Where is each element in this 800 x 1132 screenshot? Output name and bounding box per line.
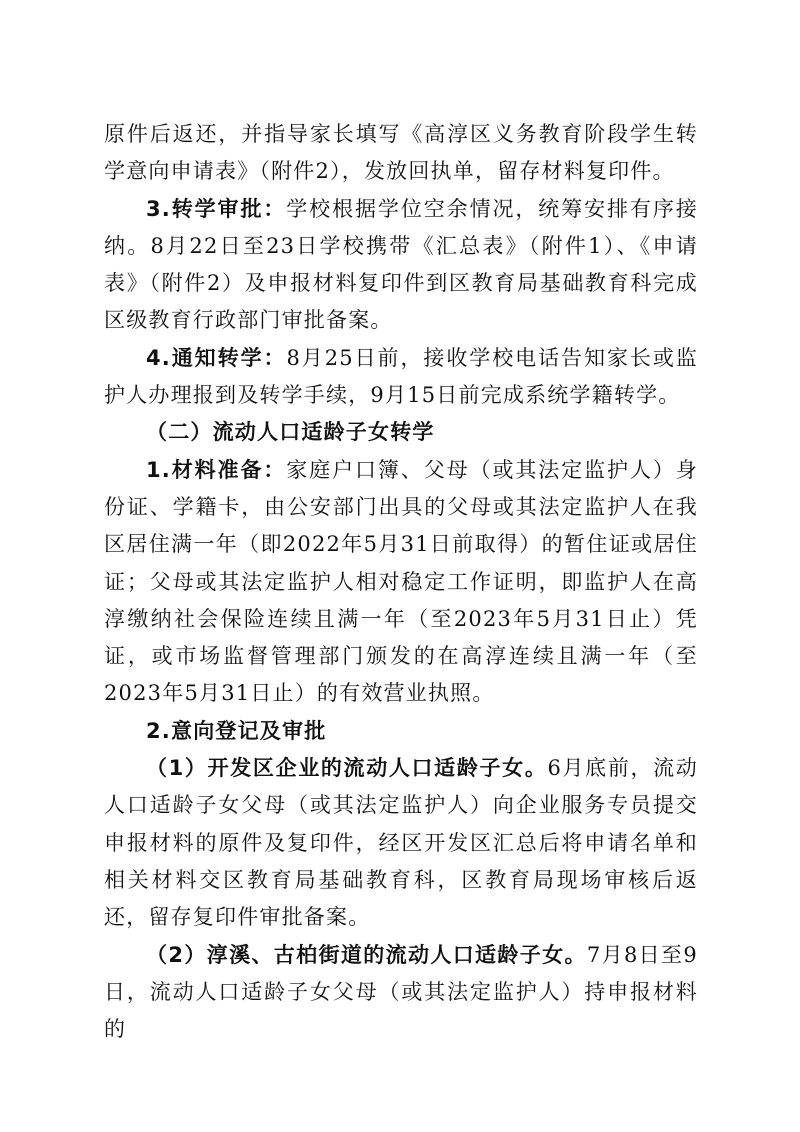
subheading-registration-approval (104, 713, 698, 750)
paragraph-lead: （2）淳溪、古柏街道的流动人口适龄子女。 (146, 942, 587, 967)
document-body (104, 116, 698, 1048)
heading-text: （二）流动人口适龄子女转学 (146, 420, 435, 445)
paragraph-materials-preparation (104, 452, 698, 713)
paragraph-chunxi-gubai (104, 937, 698, 1049)
paragraph-text: 学校根据学位空余情况，统筹安排有序接纳。8月22日至23日学校携带《汇总表》（附件1）、《申请表》（附件2）及申报材料复印件到区教育局基础教育科完成区级教育行政部门审批备案。 (104, 196, 698, 333)
paragraph-transfer-notice (104, 340, 698, 415)
heading-text: 2.意向登记及审批 (146, 718, 327, 743)
paragraph-continuation (104, 116, 698, 191)
paragraph-development-zone (104, 750, 698, 936)
paragraph-text: 8月25日前，接收学校电话告知家长或监护人办理报到及转学手续，9月15日前完成系统学籍转学。 (104, 345, 698, 408)
paragraph-lead: 1.材料准备： (146, 457, 287, 482)
paragraph-transfer-approval (104, 191, 698, 340)
paragraph-text: 7月8日至9日，流动人口适龄子女父母（或其法定监护人）持申报材料的 (104, 942, 698, 1042)
paragraph-text: 6月底前，流动人口适龄子女父母（或其法定监护人）向企业服务专员提交申报材料的原件及复印件，经区开发区汇总后将申请名单和相关材料交区教育局基础教育科，区教育局现场审核后返还，留存复印件审批备案。 (104, 756, 698, 930)
section-heading-migrant-children (104, 414, 698, 451)
paragraph-text: 原件后返还，并指导家长填写《高淳区义务教育阶段学生转学意向申请表》（附件2），发放回执单，留存材料复印件。 (104, 122, 698, 184)
paragraph-text: 家庭户口簿、父母（或其法定监护人）身份证、学籍卡，由公安部门出具的父母或其法定监护人在我区居住满一年（即2022年5月31日前取得）的暂住证或居住证；父母或其法定监护人相对稳定工作证明，即监护人在高淳缴纳社会保险连续且满一年（至2023年5月31日止）凭证，或市场监督管理部门颁发的在高淳连续且满一年（至2023年5月31日止）的有效营业执照。 (104, 457, 698, 706)
paragraph-lead: （1）开发区企业的流动人口适龄子女。 (146, 756, 548, 781)
paragraph-lead: 4.通知转学： (146, 345, 287, 370)
paragraph-lead: 3.转学审批： (146, 196, 287, 221)
